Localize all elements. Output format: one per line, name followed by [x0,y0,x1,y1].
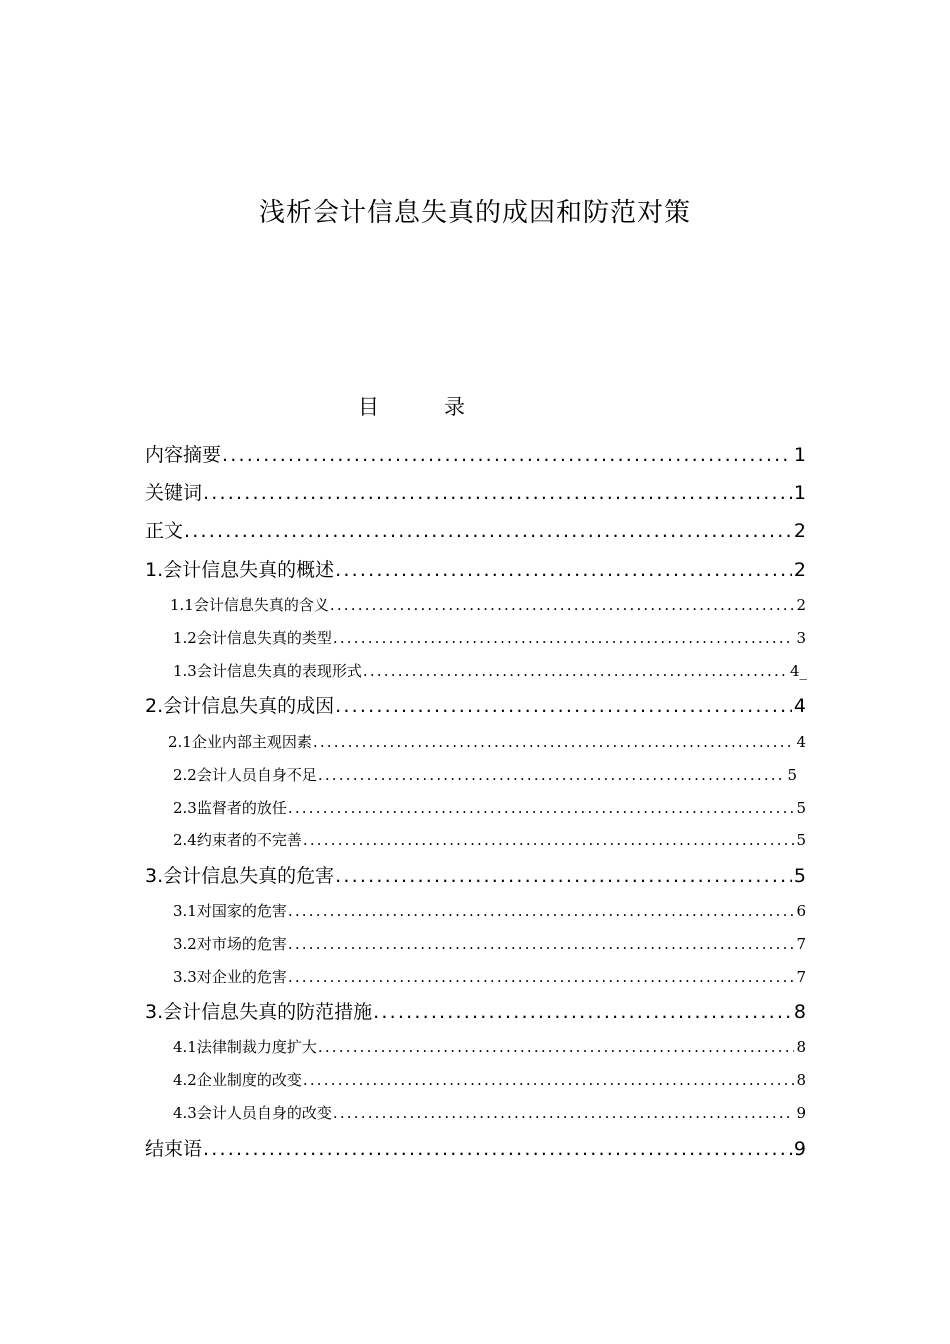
toc-page-number: 8 [793,1001,806,1023]
toc-entry-abstract[interactable] [145,442,806,468]
toc-entry-label: 3.会计信息失真的危害 [145,865,335,887]
toc-dot-leader [203,1136,792,1162]
toc-entry-section-2-1[interactable] [168,731,806,753]
toc-entry-section-2[interactable] [145,693,806,719]
toc-page-number: 1 [793,444,806,466]
toc-entry-main-text[interactable] [145,518,806,544]
toc-entry-label: 内容摘要 [145,444,222,466]
toc-entry-label: 2.4约束者的不完善 [173,831,302,849]
toc-dot-leader [303,1069,795,1091]
toc-dot-leader [288,900,795,922]
toc-entry-section-4-2[interactable] [173,1069,806,1091]
toc-dot-leader [184,518,792,544]
toc-dot-leader [313,731,795,753]
toc-page-number: 7 [796,968,806,986]
toc-entry-label: 3.2对市场的危害 [173,935,287,953]
toc-entry-section-3-2[interactable] [173,933,806,955]
toc-entry-label: 1.3会计信息失真的表现形式 [173,662,362,680]
toc-entry-label: 结束语 [145,1138,203,1160]
toc-dot-leader [373,999,792,1025]
toc-entry-label: 4.1法律制裁力度扩大 [173,1038,317,1056]
toc-entry-section-2-2[interactable] [173,764,797,786]
toc-page-number: 3 [796,629,806,647]
toc-dot-leader [203,480,792,506]
toc-entry-section-4-3[interactable] [173,1102,806,1124]
toc-page-number: 5 [793,865,806,887]
toc-entry-section-2-3[interactable] [173,797,806,819]
toc-dot-leader [318,764,786,786]
toc-entry-label: 3.3对企业的危害 [173,968,287,986]
toc-dot-leader [335,863,792,889]
toc-entry-label: 1.2会计信息失真的类型 [173,629,332,647]
toc-entry-section-3-3[interactable] [173,966,806,988]
toc-entry-label: 2.2会计人员自身不足 [173,766,317,784]
toc-dot-leader [335,693,792,719]
toc-page-number: 4 [793,695,806,717]
toc-entry-section-2-4[interactable] [173,829,806,851]
toc-entry-conclusion[interactable] [145,1136,806,1162]
toc-entry-label: 关键词 [145,482,203,504]
toc-entry-label: 1.会计信息失真的概述 [145,559,335,581]
toc-entry-label: 3.会计信息失真的防范措施 [145,1001,373,1023]
toc-entry-keywords[interactable] [145,480,806,506]
toc-dot-leader [288,797,795,819]
toc-heading: 目 录 [358,395,487,419]
toc-entry-section-1-1[interactable] [170,594,806,616]
toc-dot-leader [288,966,795,988]
toc-entry-section-1[interactable] [145,557,806,583]
toc-page-number: 9 [796,1104,806,1122]
document-title: 浅析会计信息失真的成因和防范对策 [258,198,691,228]
toc-page-number: 5 [796,831,806,849]
toc-dot-leader [222,442,792,468]
toc-dot-leader [363,660,788,682]
toc-page-number: 2 [793,559,806,581]
toc-entry-label: 1.1会计信息失真的含义 [170,596,329,614]
toc-entry-section-1-3[interactable] [173,660,807,682]
toc-entry-section-4-1[interactable] [173,1036,806,1058]
toc-page-number: 7 [796,935,806,953]
toc-dot-leader [335,557,792,583]
toc-page-number: 4 [796,733,806,751]
toc-page-number: 5 [796,799,806,817]
toc-page-number: 8 [796,1071,806,1089]
toc-entry-label: 正文 [145,520,184,542]
toc-dot-leader [333,1102,795,1124]
toc-page-number: 9 [793,1138,806,1160]
toc-page-number: 8 [796,1038,806,1056]
toc-page-number: 6 [796,902,806,920]
toc-entry-section-3[interactable] [145,863,806,889]
toc-entry-section-4[interactable] [145,999,806,1025]
toc-page-number: 1 [793,482,806,504]
toc-entry-label: 2.1企业内部主观因素 [168,733,312,751]
toc-entry-label: 4.2企业制度的改变 [173,1071,302,1089]
toc-entry-label: 3.1对国家的危害 [173,902,287,920]
toc-page-number: 4_ [789,662,807,680]
toc-entry-label: 2.3监督者的放任 [173,799,287,817]
toc-dot-leader [303,829,795,851]
toc-dot-leader [330,594,795,616]
toc-page-number: 2 [793,520,806,542]
toc-page-number: 5 [787,766,797,784]
toc-entry-section-1-2[interactable] [173,627,806,649]
toc-entry-section-3-1[interactable] [173,900,806,922]
toc-dot-leader [288,933,795,955]
toc-entry-label: 2.会计信息失真的成因 [145,695,335,717]
toc-page-number: 2 [796,596,806,614]
toc-entry-label: 4.3会计人员自身的改变 [173,1104,332,1122]
toc-dot-leader [333,627,795,649]
toc-dot-leader [318,1036,795,1058]
